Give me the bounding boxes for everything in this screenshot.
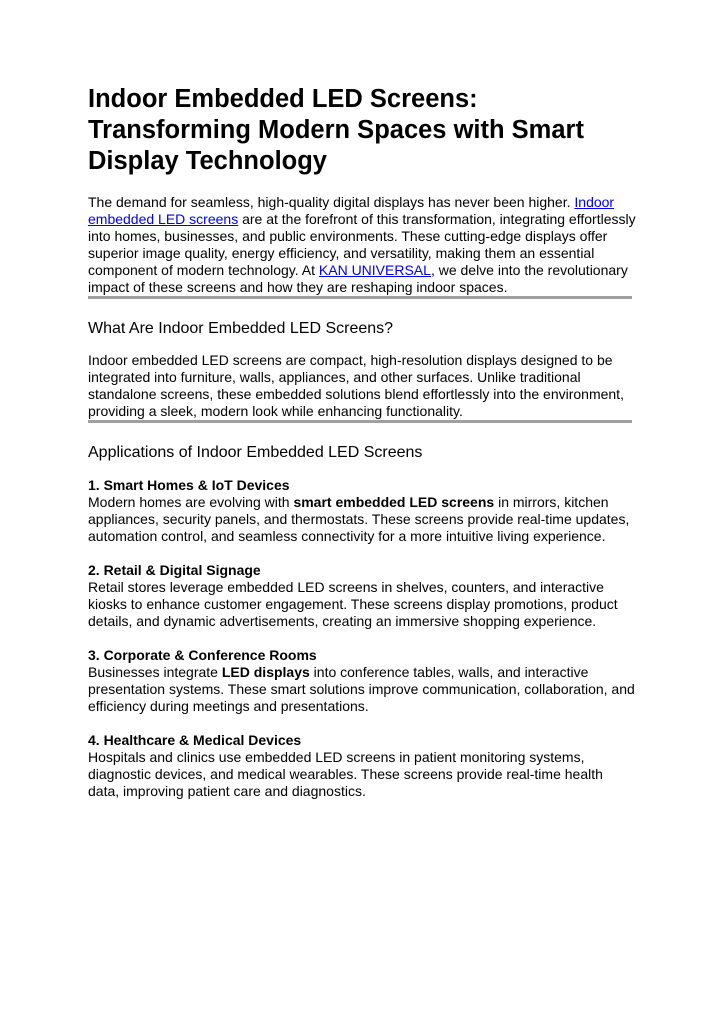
application-text: Modern homes are evolving with [88, 494, 294, 510]
application-section-retail [88, 562, 636, 630]
application-body [88, 664, 636, 715]
application-section-smart-homes [88, 477, 636, 545]
application-text: in mirrors, kitchen appliances, security panels, and thermostats. These screens provide real-time updates, automation control, and seamless connectivity for a more intuitive living experience. [88, 494, 630, 544]
section-divider [88, 420, 632, 423]
section-divider [88, 296, 632, 299]
application-section-healthcare [88, 732, 636, 800]
kan-universal-link[interactable]: KAN UNIVERSAL [318, 262, 431, 278]
what-are-heading: What Are Indoor Embedded LED Screens? [88, 320, 394, 337]
document-content [88, 84, 636, 800]
application-title: 2. Retail & Digital Signage [88, 562, 261, 578]
application-title: 3. Corporate & Conference Rooms [88, 647, 317, 663]
applications-heading: Applications of Indoor Embedded LED Screens [88, 444, 423, 461]
application-title: 1. Smart Homes & IoT Devices [88, 477, 290, 493]
application-body [88, 494, 636, 545]
intro-paragraph [88, 194, 636, 296]
application-body: Hospitals and clinics use embedded LED screens in patient monitoring systems, diagnostic devices, and medical wearables. These screens provide real-time health data, improving patient care and diagnostics. [88, 749, 603, 799]
indoor-embedded-led-screens-link[interactable]: Indoor embedded LED screens [88, 194, 615, 227]
intro-text-2: are at the forefront of this transformation, integrating effortlessly into homes, businesses, and public environments. These cutting-edge displays offer superior image quality, energy efficiency, and versatility, making them an essential component of modern technology. At [88, 211, 636, 278]
application-bold-text: smart embedded LED screens [293, 494, 495, 510]
application-text: Businesses integrate [88, 664, 222, 680]
application-section-corporate [88, 647, 636, 715]
application-text: into conference tables, walls, and interactive presentation systems. These smart solutions improve communication, collaboration, and efficiency during meetings and presentations. [88, 664, 635, 714]
what-are-paragraph: Indoor embedded LED screens are compact, high-resolution displays designed to be integrated into furniture, walls, appliances, and other surfaces. Unlike traditional standalone screens, these embedded solutions blend effortlessly into the environment, providing a sleek, modern look while enhancing functionality. [88, 352, 624, 419]
application-bold-text: LED displays [221, 664, 310, 680]
application-body: Retail stores leverage embedded LED screens in shelves, counters, and interactive kiosks to enhance customer engagement. These screens display promotions, product details, and dynamic advertisements, creating an immersive shopping experience. [88, 579, 618, 629]
page-title: Indoor Embedded LED Screens: Transforming Modern Spaces with Smart Display Technology [88, 85, 584, 175]
intro-text-1: The demand for seamless, high-quality digital displays has never been higher. [88, 194, 575, 210]
application-title: 4. Healthcare & Medical Devices [88, 732, 302, 748]
intro-text-3: , we delve into the revolutionary impact of these screens and how they are reshaping indoor spaces. [88, 262, 628, 295]
